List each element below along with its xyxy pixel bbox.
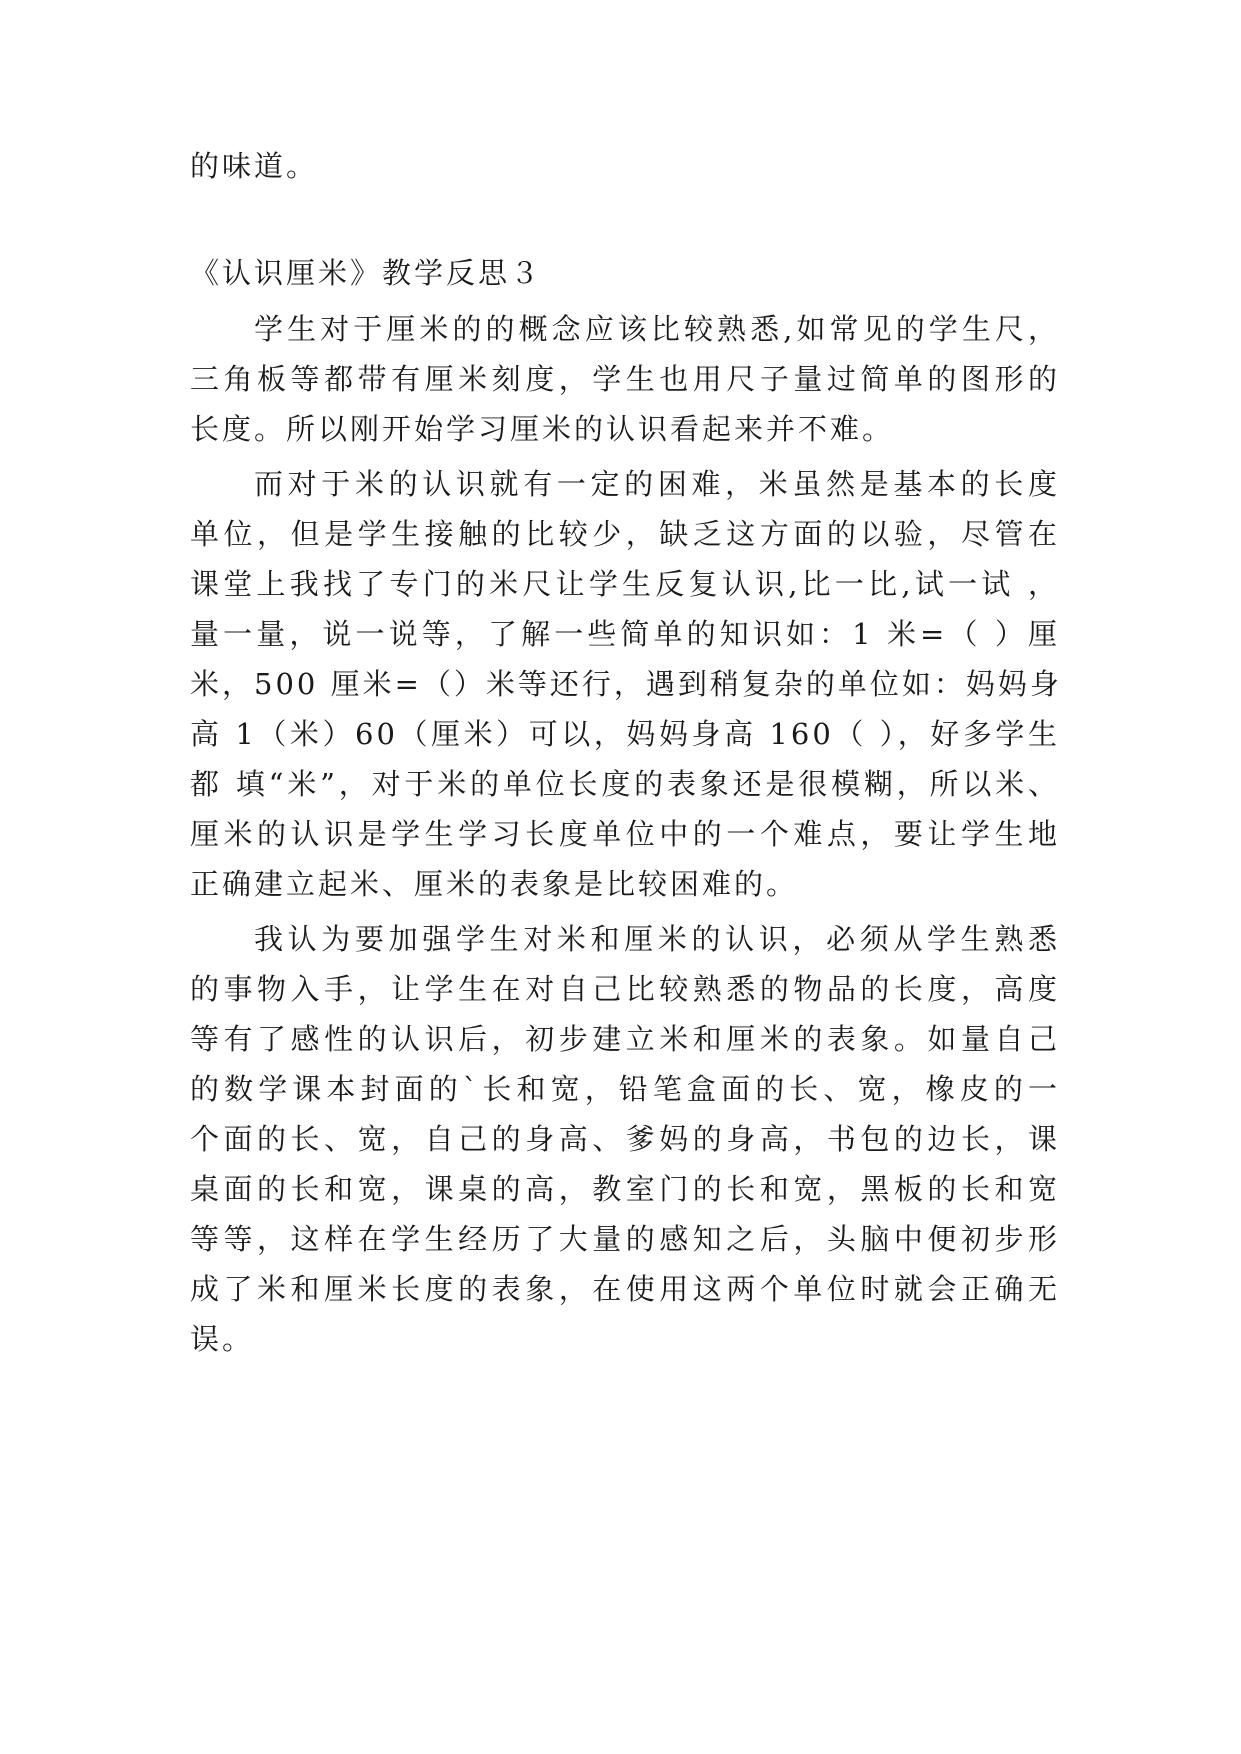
paragraph-3-line-4: 的数学课本封面的`长和宽，铅笔盒面的长、宽，橡皮的一 xyxy=(190,1072,1060,1106)
paragraph-2-line-5: 米，500 厘米=（）米等还行，遇到稍复杂的单位如：妈妈身 xyxy=(190,667,1062,701)
paragraph-1-line-2: 三角板等都带有厘米刻度，学生也用尺子量过简单的图形的 xyxy=(190,362,1060,396)
paragraph-3-line-7: 等等，这样在学生经历了大量的感知之后，头脑中便初步形 xyxy=(190,1222,1060,1256)
paragraph-3-line-5: 个面的长、宽，自己的身高、爹妈的身高，书包的边长，课 xyxy=(190,1122,1060,1156)
paragraph-2-line-1: 而对于米的认识就有一定的困难，米虽然是基本的长度 xyxy=(254,467,1060,501)
paragraph-3-line-1: 我认为要加强学生对米和厘米的认识，必须从学生熟悉 xyxy=(254,922,1060,956)
section-heading: 《认识厘米》教学反思３ xyxy=(190,256,543,290)
paragraph-1-line-1: 学生对于厘米的的概念应该比较熟悉,如常见的学生尺， xyxy=(254,312,1060,346)
paragraph-2-line-6: 高 1（米）60（厘米）可以，妈妈身高 160（ ），好多学生 xyxy=(190,717,1060,751)
paragraph-2-line-3: 课堂上我找了专门的米尺让学生反复认识,比一比,试一试 ， xyxy=(190,567,1060,601)
text-line-continuation: 的味道。 xyxy=(190,149,319,183)
paragraph-2-line-9: 正确建立起米、厘米的表象是比较困难的。 xyxy=(190,867,799,901)
paragraph-3-line-3: 等有了感性的认识后，初步建立米和厘米的表象。如量自己 xyxy=(190,1022,1060,1056)
paragraph-2-line-2: 单位，但是学生接触的比较少，缺乏这方面的以验，尽管在 xyxy=(190,517,1060,551)
paragraph-2-line-8: 厘米的认识是学生学习长度单位中的一个难点，要让学生地 xyxy=(190,817,1060,851)
paragraph-1-line-3: 长度。所以刚开始学习厘米的认识看起来并不难。 xyxy=(190,412,895,446)
paragraph-3-line-6: 桌面的长和宽，课桌的高，教室门的长和宽，黑板的长和宽 xyxy=(190,1172,1060,1206)
paragraph-3-line-8: 成了米和厘米长度的表象，在使用这两个单位时就会正确无 xyxy=(190,1272,1060,1306)
paragraph-3-line-9: 误。 xyxy=(190,1322,255,1356)
paragraph-2-line-7: 都 填“米”，对于米的单位长度的表象还是很模糊，所以米、 xyxy=(190,767,1060,801)
paragraph-3-line-2: 的事物入手，让学生在对自己比较熟悉的物品的长度，高度 xyxy=(190,972,1060,1006)
paragraph-2-line-4: 量一量，说一说等，了解一些简单的知识如：1 米=（ ）厘 xyxy=(190,617,1060,651)
